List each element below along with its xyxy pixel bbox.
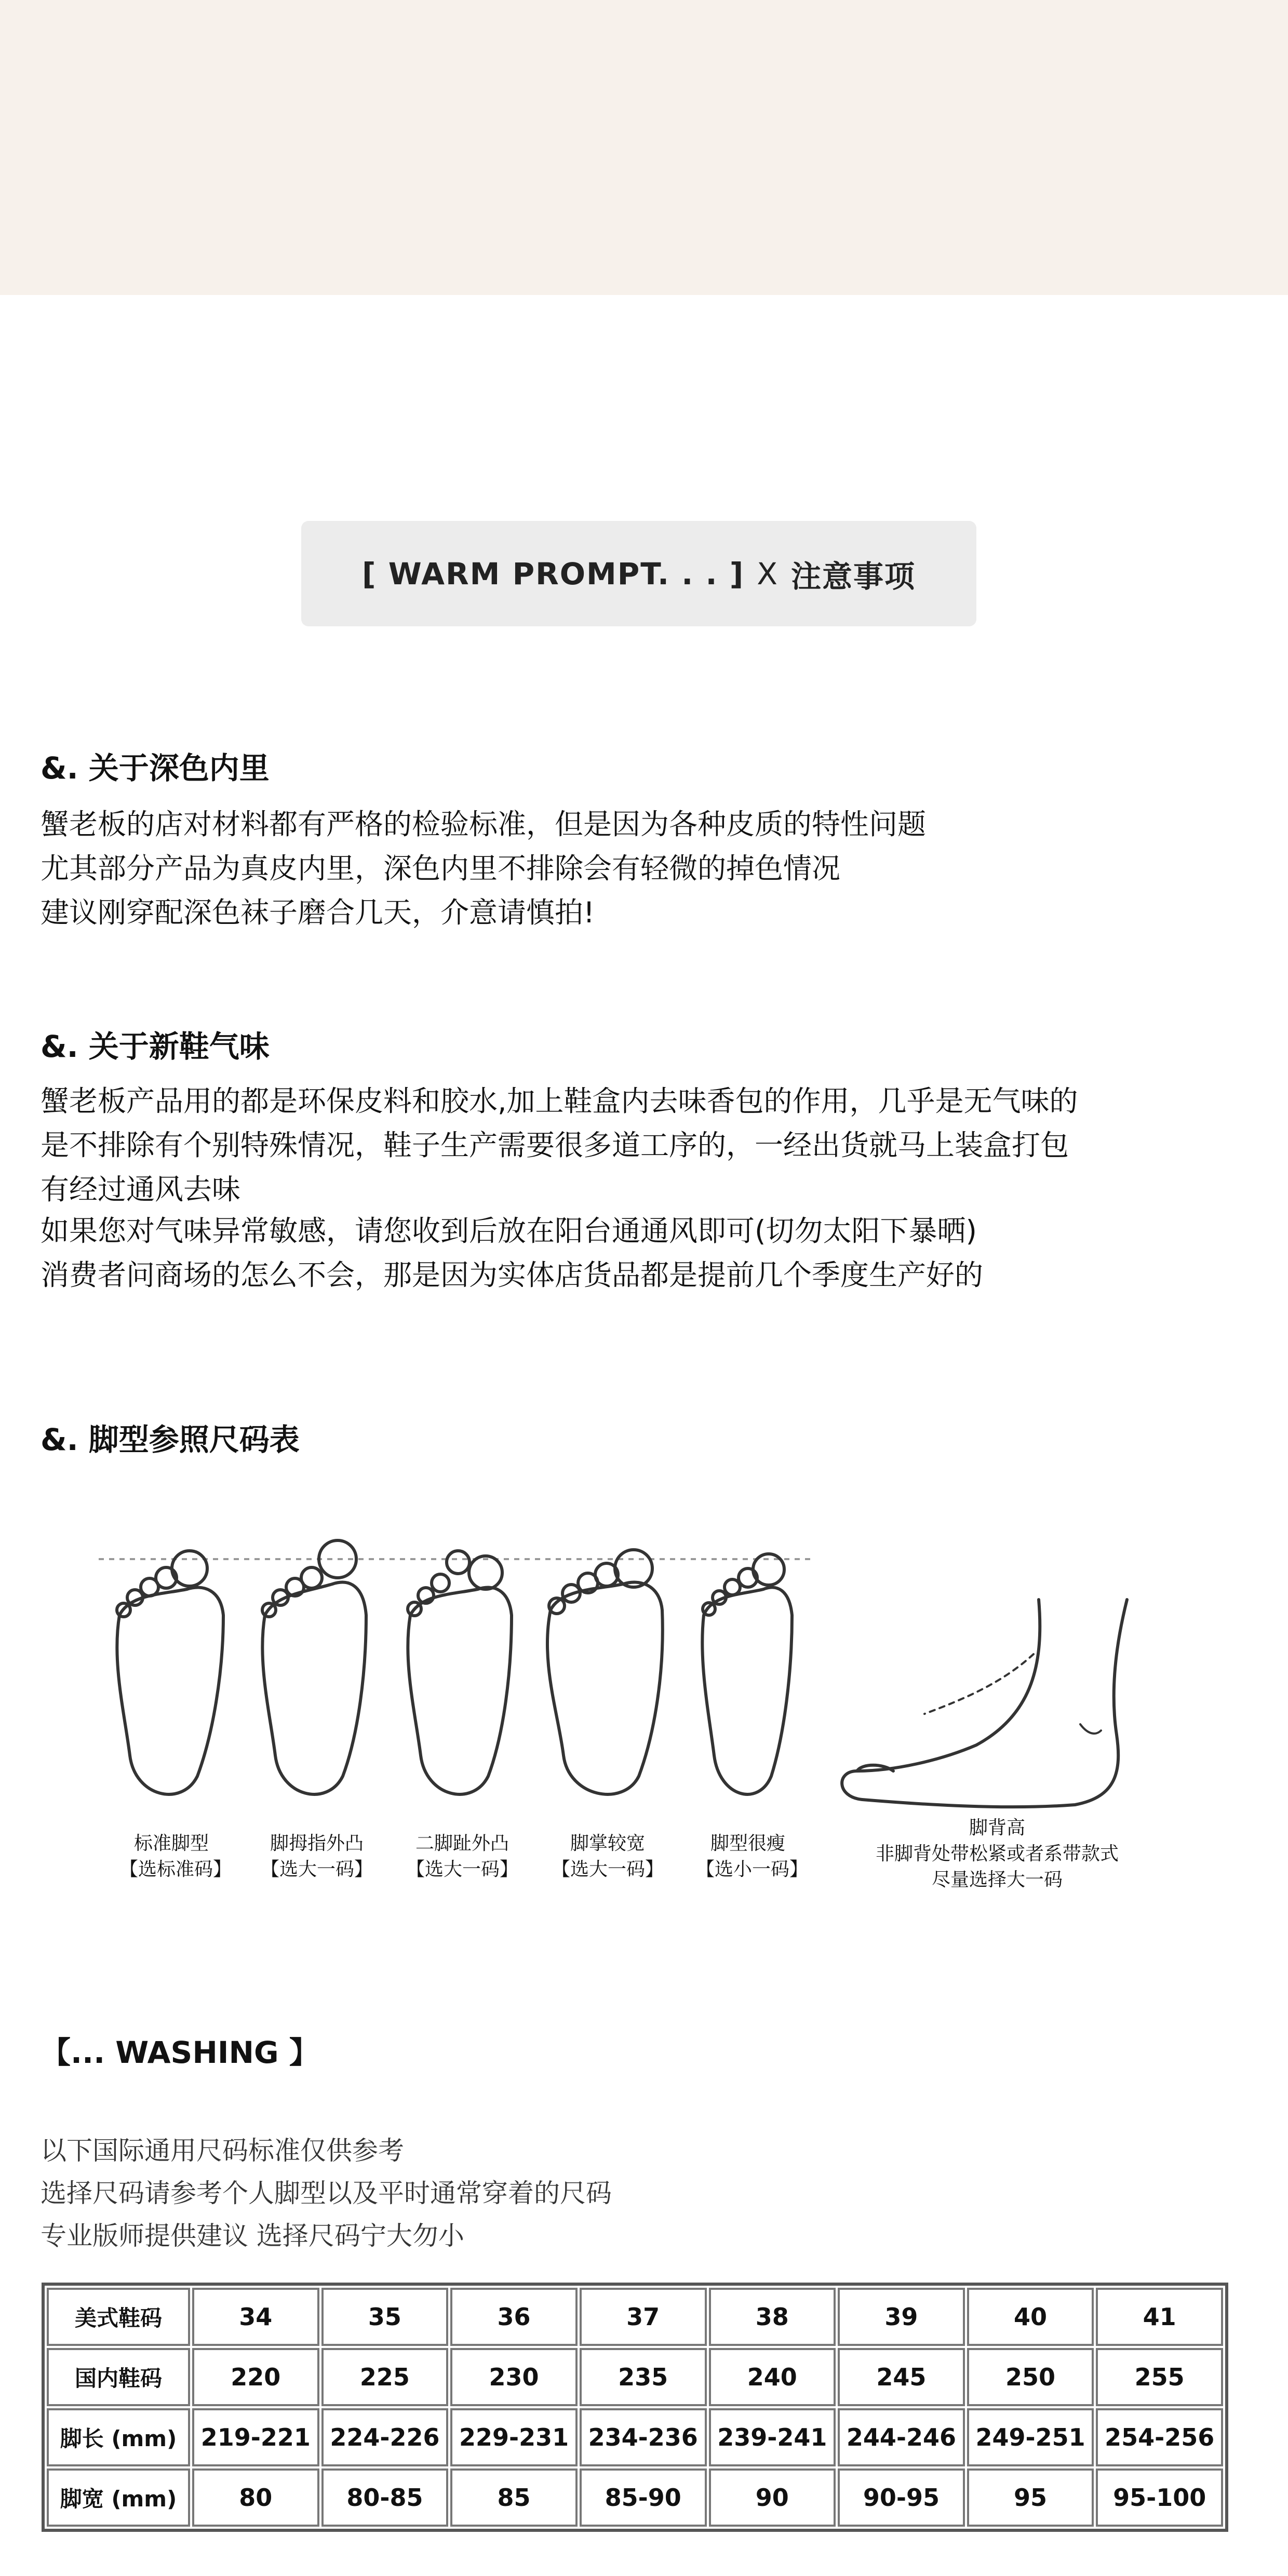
table-cell: 80 [192, 2468, 319, 2527]
table-cell: 90-95 [838, 2468, 965, 2527]
shoe-smell-text-2 [41, 1209, 983, 1297]
text-line: 尤其部分产品为真皮内里，深色内里不排除会有轻微的掉色情况 [41, 852, 841, 885]
foot-label-second-toe: 二脚趾外凸 【选大一码】 [406, 1833, 518, 1880]
table-cell: 244-246 [838, 2408, 965, 2466]
table-cell: 36 [450, 2288, 578, 2346]
text-line: 是不排除有个别特殊情况，鞋子生产需要很多道工序的，一经出货就马上装盒打包 [41, 1129, 1069, 1162]
second-toe-foot-icon [408, 1551, 512, 1794]
text-line: 有经过通风去味 [41, 1173, 241, 1206]
table-cell: 225 [321, 2348, 449, 2406]
text-line: 建议刚穿配深色袜子磨合几天，介意请慎拍! [41, 896, 595, 929]
table-cell: 240 [709, 2348, 836, 2406]
text-line: 蟹老板的店对材料都有严格的检验标准，但是因为各种皮质的特性问题 [41, 808, 927, 841]
table-cell: 235 [580, 2348, 707, 2406]
table-cell: 80-85 [321, 2468, 449, 2527]
high-instep-foot-icon [842, 1600, 1127, 1807]
table-cell: 34 [192, 2288, 319, 2346]
table-cell: 229-231 [450, 2408, 578, 2466]
table-cell: 230 [450, 2348, 578, 2406]
table-cell: 239-241 [709, 2408, 836, 2466]
table-cell: 234-236 [580, 2408, 707, 2466]
table-cell: 249-251 [967, 2408, 1094, 2466]
row-header: 美式鞋码 [47, 2288, 190, 2346]
table-cell: 40 [967, 2288, 1094, 2346]
table-cell: 35 [321, 2288, 449, 2346]
table-cell: 38 [709, 2288, 836, 2346]
table-cell: 90 [709, 2468, 836, 2527]
table-cell: 95 [967, 2468, 1094, 2527]
table-cell: 85 [450, 2468, 578, 2527]
foot-illustrations [83, 1527, 1205, 1839]
bracket-open: [ [362, 556, 377, 592]
wide-foot-icon [547, 1550, 663, 1794]
section-heading-dark-lining: &. 关于深色内里 [41, 750, 270, 786]
table-row [47, 2468, 1223, 2527]
foot-label-thin: 脚型很瘦 【选小一码】 [696, 1833, 809, 1880]
table-row [47, 2408, 1223, 2466]
table-cell: 254-256 [1096, 2408, 1223, 2466]
prompt-title-cn: 注意事项 [790, 558, 916, 594]
separator-x: X [757, 556, 779, 592]
section-heading-new-shoe-smell: &. 关于新鞋气味 [41, 1029, 270, 1064]
table-row [47, 2348, 1223, 2406]
table-cell: 39 [838, 2288, 965, 2346]
table-cell: 224-226 [321, 2408, 449, 2466]
foot-label-bunion: 脚拇指外凸 【选大一码】 [260, 1833, 373, 1880]
table-cell: 37 [580, 2288, 707, 2346]
text-line: 蟹老板产品用的都是环保皮料和胶水,加上鞋盒内去味香包的作用，几乎是无气味的 [41, 1084, 1078, 1118]
text-line: 专业版师提供建议 选择尺码宁大勿小 [41, 2221, 464, 2251]
table-row [47, 2288, 1223, 2346]
row-header: 脚长 (mm) [47, 2408, 190, 2466]
text-line: 如果您对气味异常敏感，请您收到后放在阳台通通风即可(切勿太阳下暴晒) [41, 1214, 977, 1247]
standard-foot-icon [117, 1551, 223, 1794]
table-cell: 220 [192, 2348, 319, 2406]
header-banner [0, 0, 1288, 295]
table-cell: 245 [838, 2348, 965, 2406]
foot-shape-chart [83, 1527, 1205, 1927]
size-chart-table [42, 2283, 1228, 2532]
foot-label-high-instep: 脚背高 非脚背处带松紧或者系带款式 尽量选择大一码 [875, 1817, 1119, 1890]
row-header: 国内鞋码 [47, 2348, 190, 2406]
bunion-foot-icon [262, 1540, 366, 1794]
prompt-title-en: WARM PROMPT. . . ] [388, 556, 745, 592]
dark-lining-text [41, 802, 926, 935]
table-cell: 95-100 [1096, 2468, 1223, 2527]
table-cell: 85-90 [580, 2468, 707, 2527]
table-cell: 219-221 [192, 2408, 319, 2466]
table-cell: 255 [1096, 2348, 1223, 2406]
thin-foot-icon [702, 1554, 792, 1794]
size-advice-text [41, 2129, 612, 2257]
section-heading-washing: 【... WASHING 】 [41, 2035, 319, 2070]
text-line: 消费者问商场的怎么不会，那是因为实体店货品都是提前几个季度生产好的 [41, 1258, 984, 1292]
warm-prompt-banner [301, 521, 976, 626]
row-header: 脚宽 (mm) [47, 2468, 190, 2527]
foot-label-wide: 脚掌较宽 【选大一码】 [551, 1833, 664, 1880]
table-cell: 41 [1096, 2288, 1223, 2346]
shoe-smell-text [41, 1079, 1078, 1212]
table-cell: 250 [967, 2348, 1094, 2406]
text-line: 以下国际通用尺码标准仅供参考 [41, 2136, 404, 2166]
section-heading-foot-shape: &. 脚型参照尺码表 [41, 1422, 300, 1457]
text-line: 选择尺码请参考个人脚型以及平时通常穿着的尺码 [41, 2178, 612, 2208]
foot-label-standard: 标准脚型 【选标准码】 [119, 1833, 232, 1880]
